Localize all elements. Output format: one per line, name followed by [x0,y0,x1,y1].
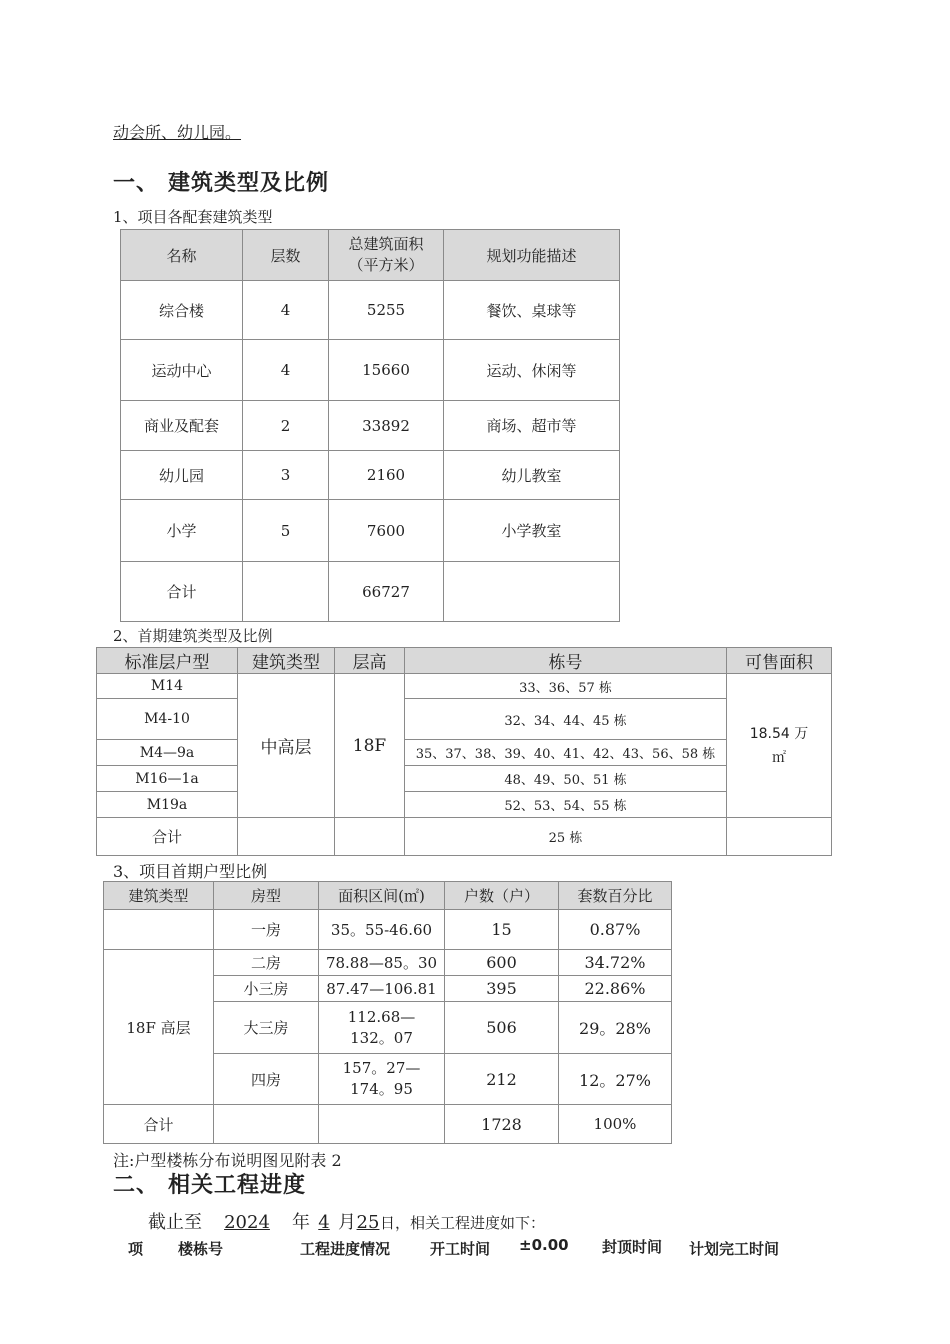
header-cell: 层数 [243,230,329,281]
table-note: 注:户型楼栋分布说明图见附表 2 [113,1151,342,1170]
table-row [97,699,832,740]
block-numbers-cell: 48、49、50、51 栋 [405,766,727,792]
table-header-row [97,648,832,674]
table-row [121,401,620,451]
block-numbers-cell: 33、36、57 栋 [405,674,727,699]
progress-header-item: 项 [128,1240,144,1258]
empty-cell [214,1105,319,1144]
table-cell: 15660 [329,340,444,401]
date-tail: 日，相关工程进度如下： [380,1214,546,1232]
section-2-title: 相关工程进度 [168,1173,307,1198]
header-cell: 房型 [214,882,319,910]
room-type-cell: 二房 [214,950,319,976]
header-cell: 建筑类型 [104,882,214,910]
total-percentage-cell: 100% [559,1105,672,1144]
section-2-number: 二、 [113,1173,160,1198]
empty-cell [319,1105,445,1144]
table-total-row [97,818,832,856]
date-day: 25 [356,1212,380,1233]
table-row [121,281,620,340]
building-types-table [120,229,620,622]
total-count-cell: 1728 [445,1105,559,1144]
unit-count-cell: 506 [445,1002,559,1054]
room-type-cell: 小三房 [214,976,319,1002]
first-phase-building-table [96,647,832,856]
table-cell: 5255 [329,281,444,340]
unit-type-cell: M4—9a [97,740,238,766]
table-cell [444,562,620,622]
block-numbers-cell: 35、37、38、39、40、41、42、43、56、58 栋 [405,740,727,766]
percentage-cell: 0.87% [559,910,672,950]
date-month: 4 [318,1212,330,1233]
block-numbers-cell: 52、53、54、55 栋 [405,792,727,818]
empty-cell [335,818,405,856]
progress-header-completion: 计划完工时间 [689,1240,780,1258]
table-cell: 商业及配套 [121,401,243,451]
table-cell: 5 [243,500,329,562]
subheading-3: 3、项目首期户型比例 [113,862,268,881]
unit-count-cell: 15 [445,910,559,950]
table-cell: 7600 [329,500,444,562]
room-type-cell: 大三房 [214,1002,319,1054]
table-cell: 幼儿教室 [444,451,620,500]
table-cell: 4 [243,340,329,401]
unit-type-cell: M16—1a [97,766,238,792]
table-row [121,340,620,401]
progress-header-block: 楼栋号 [178,1240,224,1258]
table-row [97,740,832,766]
table-cell: 小学 [121,500,243,562]
table-cell: 小学教室 [444,500,620,562]
intro-line: 动会所、幼儿园。 [113,123,242,142]
floor-height-cell: 18F [335,674,405,818]
header-cell: 栋号 [405,648,727,674]
area-range-cell: 87.47—106.81 [319,976,445,1002]
table-cell [243,562,329,622]
table-total-row [104,1105,672,1144]
header-cell: 名称 [121,230,243,281]
table-cell: 4 [243,281,329,340]
subheading-1: 1、项目各配套建筑类型 [113,208,273,226]
percentage-cell: 34.72% [559,950,672,976]
date-year-suffix: 年 [292,1212,310,1233]
unit-type-cell: M19a [97,792,238,818]
table-total-row [121,562,620,622]
header-cell: 规划功能描述 [444,230,620,281]
table-row [121,500,620,562]
subheading-2: 2、首期建筑类型及比例 [113,627,273,645]
table-cell: 综合楼 [121,281,243,340]
header-cell: 标准层户型 [97,648,238,674]
unit-count-cell: 395 [445,976,559,1002]
area-range-cell: 157。27— 174。95 [319,1054,445,1105]
progress-header-topping: 封顶时间 [602,1238,663,1256]
unit-count-cell: 600 [445,950,559,976]
unit-type-cell: M14 [97,674,238,699]
percentage-cell: 22.86% [559,976,672,1002]
section-1-heading [113,166,329,197]
building-type-cell: 中高层 [238,674,335,818]
building-type-cell [104,910,214,950]
total-label-cell: 合计 [97,818,238,856]
table-cell: 商场、超市等 [444,401,620,451]
table-cell: 2 [243,401,329,451]
saleable-area-cell: 18.54 万 ㎡ [727,674,832,818]
total-label-cell: 合计 [104,1105,214,1144]
table-row [121,451,620,500]
table-row [104,910,672,950]
table-header-row [104,882,672,910]
block-numbers-cell: 32、34、44、45 栋 [405,699,727,740]
header-cell: 户数（户） [445,882,559,910]
progress-header-start: 开工时间 [430,1240,491,1258]
room-type-cell: 四房 [214,1054,319,1105]
table-cell: 合计 [121,562,243,622]
area-range-cell: 35。55-46.60 [319,910,445,950]
table-cell: 2160 [329,451,444,500]
table-row [97,674,832,699]
progress-header-status: 工程进度情况 [300,1240,391,1258]
header-cell: 层高 [335,648,405,674]
section-1-title: 建筑类型及比例 [168,171,330,196]
section-2-heading [113,1168,306,1199]
table-row [104,950,672,976]
progress-date-line [148,1208,545,1234]
unit-mix-table [103,881,672,1144]
area-range-cell: 112.68— 132。07 [319,1002,445,1054]
header-cell: 面积区间(㎡) [319,882,445,910]
table-cell: 餐饮、桌球等 [444,281,620,340]
empty-cell [238,818,335,856]
building-type-cell: 18F 高层 [104,950,214,1105]
table-cell: 运动中心 [121,340,243,401]
table-cell: 3 [243,451,329,500]
unit-type-cell: M4-10 [97,699,238,740]
date-prefix: 截止至 [148,1212,202,1233]
table-cell: 幼儿园 [121,451,243,500]
area-range-cell: 78.88—85。30 [319,950,445,976]
percentage-cell: 29。28% [559,1002,672,1054]
room-type-cell: 一房 [214,910,319,950]
table-cell: 33892 [329,401,444,451]
table-row [97,792,832,818]
table-cell: 66727 [329,562,444,622]
total-blocks-cell: 25 栋 [405,818,727,856]
header-cell: 套数百分比 [559,882,672,910]
progress-header-zero-level: ±0.00 [519,1236,569,1254]
percentage-cell: 12。27% [559,1054,672,1105]
empty-cell [727,818,832,856]
header-cell: 建筑类型 [238,648,335,674]
header-cell: 总建筑面积 （平方米） [329,230,444,281]
section-1-number: 一、 [113,171,160,196]
table-cell: 运动、休闲等 [444,340,620,401]
table-header-row [121,230,620,281]
date-month-suffix: 月 [338,1212,356,1233]
date-year: 2024 [224,1212,270,1233]
unit-count-cell: 212 [445,1054,559,1105]
table-row [97,766,832,792]
header-cell: 可售面积 [727,648,832,674]
